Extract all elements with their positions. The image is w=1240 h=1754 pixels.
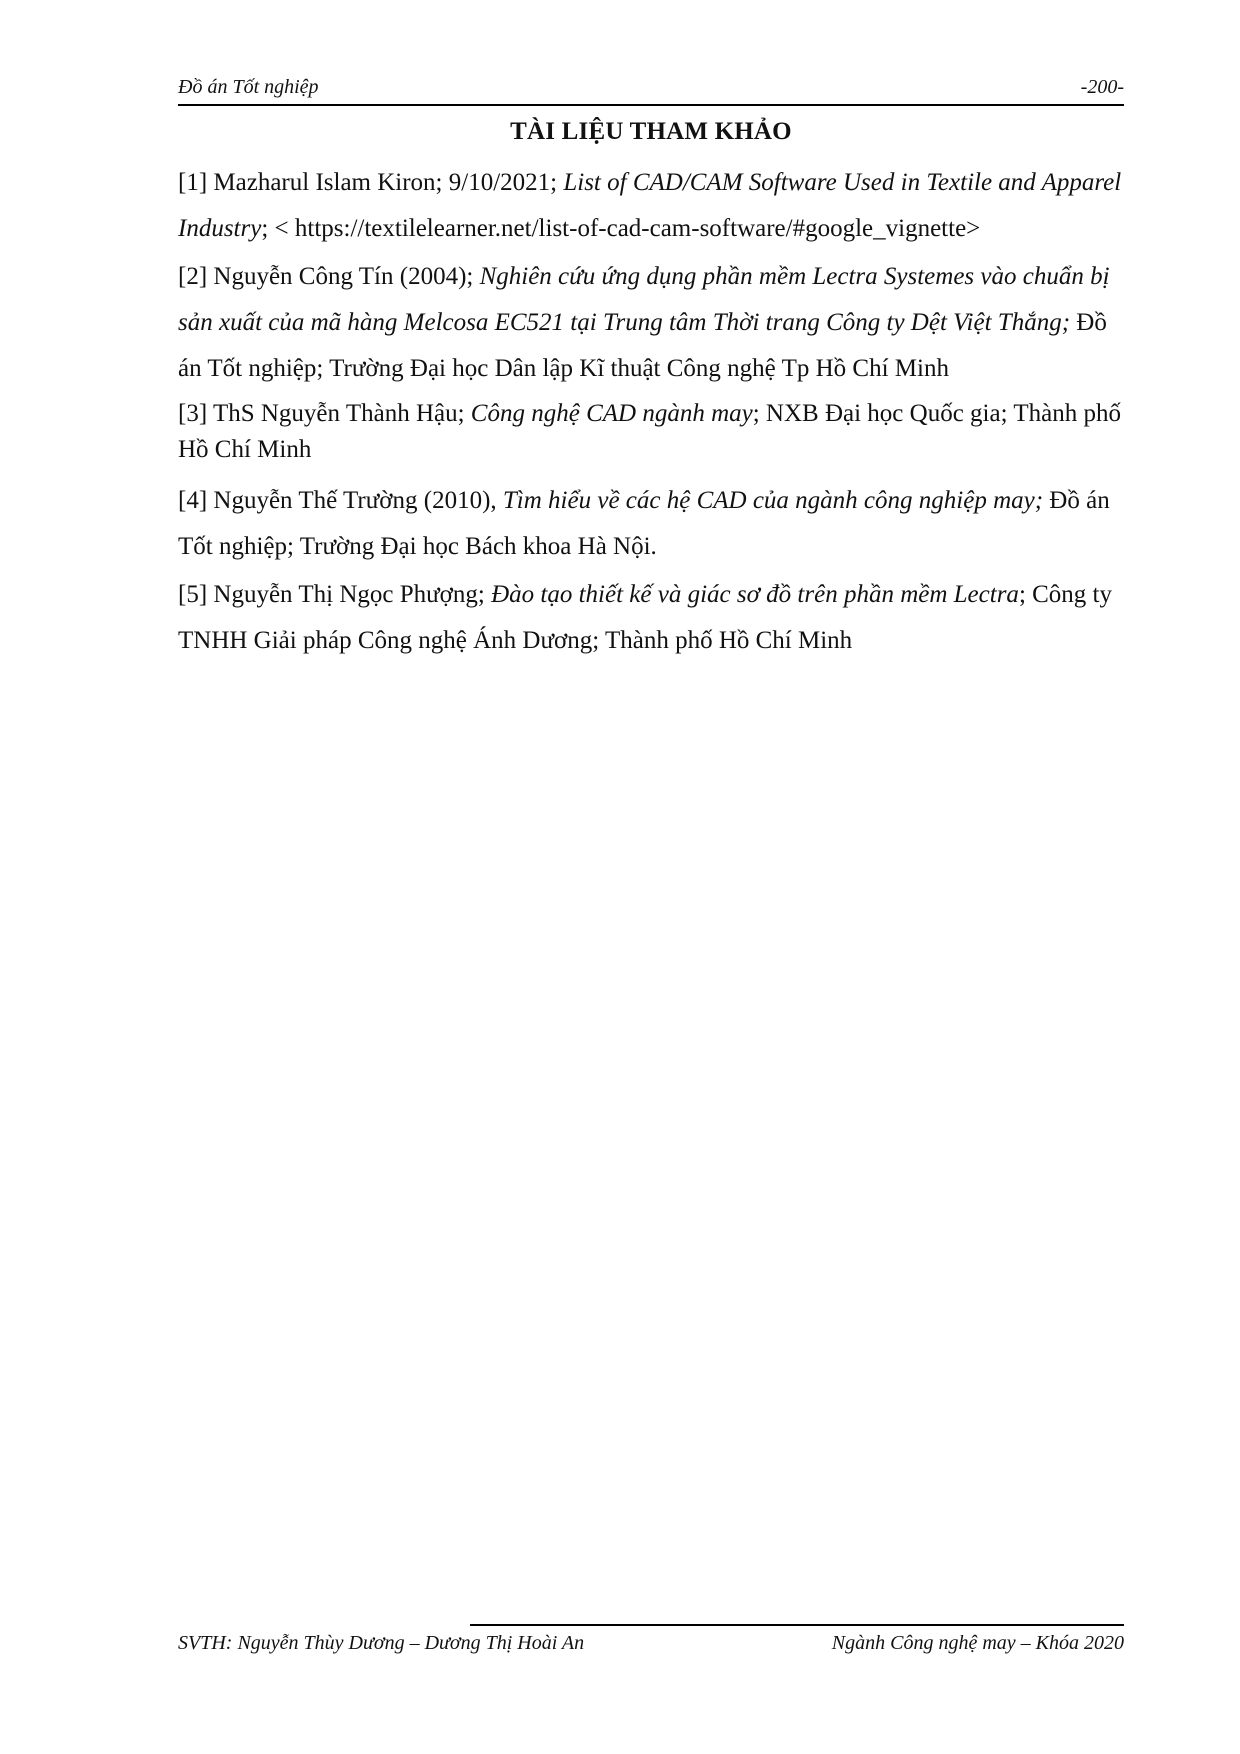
reference-3-title: Công nghệ CAD ngành may [470, 400, 753, 427]
page-title: TÀI LIỆU THAM KHẢO [510, 118, 792, 145]
page-header [178, 74, 1124, 106]
reference-2-source: Đồ án Tốt nghiệp; Trường Đại học Dân lập Kĩ thuật Công nghệ Tp Hồ Chí Minh [178, 309, 1107, 382]
footer-authors: SVTH: Nguyễn Thùy Dương – Dương Thị Hoài An [178, 1632, 585, 1654]
page-footer [178, 1624, 1124, 1654]
reference-4-title: Tìm hiểu về các hệ CAD của ngành công nghiệp may; [502, 487, 1044, 514]
reference-item-3 [178, 396, 1128, 468]
reference-5-title: Đào tạo thiết kế và giác sơ đồ trên phần mềm Lectra [491, 581, 1019, 608]
reference-3-source: ; NXB Đại học Quốc gia; Thành phố Hồ Chí Minh [178, 400, 1121, 463]
reference-5-source: ; Công ty TNHH Giải pháp Công nghệ Ánh Dương; Thành phố Hồ Chí Minh [178, 581, 1113, 654]
reference-1-source: ; < https://textilelearner.net/list-of-cad-cam-software/#google_vignette> [261, 215, 981, 242]
reference-3-authors: [3] ThS Nguyễn Thành Hậu; [178, 400, 471, 427]
reference-item-5 [178, 572, 1128, 664]
reference-2-title: Nghiên cứu ứng dụng phần mềm Lectra Systemes vào chuẩn bị sản xuất của mã hàng Melcosa EC521 tại Trung tâm Thời trang Công ty Dệt Việt Thắng; [178, 263, 1110, 336]
reference-2-authors: [2] Nguyễn Công Tín (2004); [178, 263, 480, 290]
footer-department: Ngành Công nghệ may – Khóa 2020 [831, 1632, 1124, 1654]
reference-5-authors: [5] Nguyễn Thị Ngọc Phượng; [178, 581, 492, 608]
header-document-type: Đồ án Tốt nghiệp [178, 76, 319, 98]
reference-1-authors: [1] Mazharul Islam Kiron; 9/10/2021; [178, 169, 564, 196]
reference-item-4 [178, 478, 1128, 570]
reference-item-1 [178, 160, 1128, 252]
header-page-number: -200- [1080, 76, 1124, 98]
reference-4-source: Đồ án Tốt nghiệp; Trường Đại học Bách khoa Hà Nội. [178, 487, 1110, 560]
footer-divider [470, 1624, 1124, 1626]
reference-item-2 [178, 254, 1128, 392]
reference-list [178, 160, 1128, 666]
reference-4-authors: [4] Nguyễn Thế Trường (2010), [178, 487, 503, 514]
reference-1-title: List of CAD/CAM Software Used in Textile and Apparel Industry [178, 169, 1122, 242]
